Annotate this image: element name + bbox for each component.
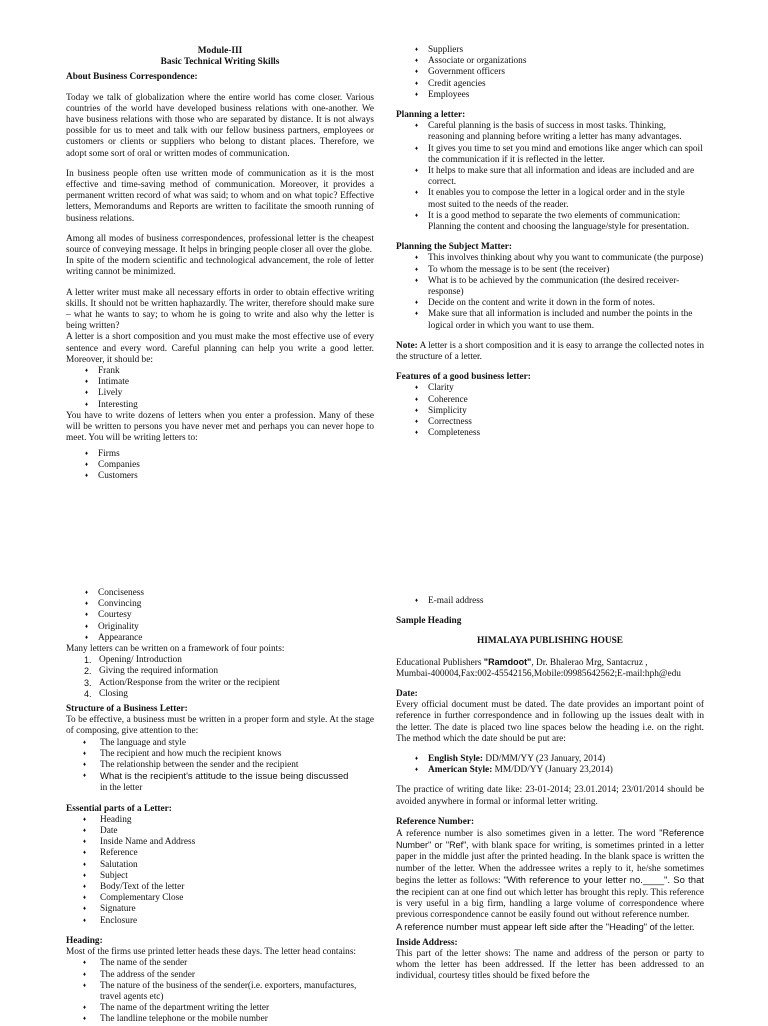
list-item: ♦ Make sure that all information is included and number the points in the logical order in which you want to use them. bbox=[396, 309, 704, 331]
list-item bbox=[66, 666, 374, 677]
item-number: 1. bbox=[84, 655, 92, 666]
publisher-name: HIMALAYA PUBLISHING HOUSE bbox=[476, 636, 624, 647]
list-item: ♦ Subject bbox=[66, 871, 374, 882]
publisher-brand: "Ramdoot" bbox=[483, 656, 532, 667]
item-text: Closing bbox=[99, 688, 128, 699]
list-item: ♦ Interesting bbox=[66, 400, 374, 411]
subject-matter-heading: Planning the Subject Matter: bbox=[396, 242, 512, 253]
item-text: Opening/ Introduction bbox=[99, 655, 182, 666]
item-number: 2. bbox=[84, 666, 92, 677]
list-item: ♦ Simplicity bbox=[396, 406, 704, 417]
reference-heading: Reference Number: bbox=[396, 816, 475, 827]
note-text: A letter is a short composition and it is easy to arrange the collected notes in the structure of a letter. bbox=[396, 340, 704, 363]
list-item: ♦ E-mail address bbox=[396, 596, 704, 607]
style-value: DD/MM/YY (23 January, 2014) bbox=[483, 754, 606, 765]
page1-right-column bbox=[396, 45, 704, 440]
features-list bbox=[396, 383, 704, 439]
note-paragraph bbox=[396, 341, 704, 363]
heading-section-heading: Heading: bbox=[66, 935, 103, 946]
list-item: ♦ Clarity bbox=[396, 383, 704, 394]
reference-rule-text: A reference number must appear left side after the "Heading" of bbox=[396, 921, 658, 932]
page2-right-column bbox=[396, 596, 704, 983]
list-item: ♦ Complementary Close bbox=[66, 893, 374, 904]
list-item: ♦ Suppliers bbox=[396, 45, 704, 56]
item-number: 4. bbox=[84, 688, 92, 699]
reference-quote: "Reference Number" or "Ref" bbox=[396, 828, 704, 851]
date-styles-list bbox=[396, 754, 704, 776]
list-item: ♦ Companies bbox=[66, 460, 374, 471]
list-item: ♦ Courtesy bbox=[66, 610, 374, 621]
list-item bbox=[396, 765, 704, 776]
list-item: ♦ The landline telephone or the mobile number bbox=[66, 1014, 374, 1025]
list-item bbox=[396, 754, 704, 765]
framework-list bbox=[66, 655, 374, 700]
structure-list bbox=[66, 738, 374, 795]
date-practice-paragraph: The practice of writing date like: 23-01-2014; 23.01.2014; 23/01/2014 should be avoided anywhere in formal or informal letter writing. bbox=[396, 785, 704, 807]
list-item bbox=[66, 771, 374, 794]
about-heading: About Business Correspondence: bbox=[66, 72, 198, 83]
inside-address-paragraph: This part of the letter shows: The name and address of the person or party to whom the letter has been addressed. If the letter has been addressed to an individual, courtesy titles should be fixed before the bbox=[396, 949, 704, 982]
list-item: ♦ The recipient and how much the recipient knows bbox=[66, 749, 374, 760]
list-item: ♦ Lively bbox=[66, 388, 374, 399]
subject-matter-list bbox=[396, 253, 704, 331]
list-item: ♦ Signature bbox=[66, 904, 374, 915]
note-label: Note: bbox=[396, 340, 418, 351]
list-item: ♦ The nature of the business of the sender(i.e. exporters, manufactures, travel agents etc) bbox=[66, 981, 374, 1003]
reference-rule-end: the letter. bbox=[657, 922, 695, 933]
list-item: ♦ Convincing bbox=[66, 599, 374, 610]
reference-text: recipient can at one find out which letter has brought this reply. This reference is very useful in a big firm, handling a large volume of correspondence where previous correspondence cannot be easily found out without reference number. bbox=[396, 888, 704, 921]
written-mode-paragraph: In business people often use written mode of communication as it is the most effective and time-saving method of communication. Moreover, it provides a permanent written record of what was said; to whom and on what topic? Effective letters, Memorandums and Reports are written to facilitate the smooth running of business relations. bbox=[66, 168, 374, 224]
reference-phrase: "With reference to your letter no.____". So that the bbox=[396, 874, 704, 899]
style-value: MM/DD/YY (January 23,2014) bbox=[492, 765, 613, 776]
list-item: ♦ The language and style bbox=[66, 738, 374, 749]
list-item: ♦ Inside Name and Address bbox=[66, 837, 374, 848]
list-item: ♦ It gives you time to set you mind and emotions like anger which can spoil the communication if it is reflected in the letter. bbox=[396, 144, 704, 166]
writer-effort-paragraph: A letter writer must make all necessary efforts in order to obtain effective writing skills. It should not be written haphazardly. The writer, therefore should make sure – what he wants to say; to whom he is going to write and also why the letter is being written? bbox=[66, 287, 374, 332]
structure-paragraph: To be effective, a business must be written in a proper form and style. At the stage of composing, give attention to the: bbox=[66, 715, 374, 737]
intro-paragraph: Today we talk of globalization where the entire world has come closer. Various countries of the world have developed business relations with one-another. We have business relations with those who are separated by distance. It is not always possible for us to meet and talk with our fellow business partners, employees or customers or clients or suppliers who belong to distant places. Therefore, we adopt some sort of oral or written modes of communication. bbox=[66, 92, 374, 159]
item-text: What is the recipient's attitude to the issue being discussed bbox=[100, 771, 349, 783]
item-text: Giving the required information bbox=[99, 666, 219, 677]
essential-parts-heading: Essential parts of a Letter: bbox=[66, 803, 172, 814]
list-item: ♦ Decide on the content and write it down in the form of notes. bbox=[396, 298, 704, 309]
list-item: ♦ It enables you to compose the letter in a logical order and in the style most suited to the needs of the reader. bbox=[396, 188, 704, 210]
cheapest-source-paragraph: Among all modes of business correspondences, professional letter is the cheapest source of conveying message. It helps in bringing people closer all over the globe. bbox=[66, 233, 374, 256]
date-paragraph: Every official document must be dated. The date provides an important point of reference in further correspondence and in following up the issues dealt with in the letter. The date is placed two line spaces below the heading i.e. on the right. The method which the date should be put are: bbox=[396, 700, 704, 744]
publisher-text: Educational Publishers bbox=[396, 657, 484, 668]
features-heading: Features of a good business letter: bbox=[396, 372, 531, 383]
reference-rule bbox=[396, 922, 704, 934]
letterhead-list bbox=[66, 958, 374, 1025]
heading-paragraph: Most of the firms use printed letter heads these days. The letter head contains: bbox=[66, 947, 357, 958]
list-item: ♦ Intimate bbox=[66, 377, 374, 388]
list-item: ♦ The relationship between the sender and the recipient bbox=[66, 760, 374, 771]
list-item: ♦ The name of the department writing the letter bbox=[66, 1003, 374, 1014]
module-title: Module-III bbox=[197, 46, 243, 56]
list-item: ♦ It is a good method to separate the two elements of communication: Planning the content and choosing the language/style for presentation. bbox=[396, 211, 704, 233]
reference-text: A reference number is also sometimes given in a letter. The word bbox=[396, 829, 660, 840]
list-item: ♦ Government officers bbox=[396, 67, 704, 78]
list-item: ♦ Heading bbox=[66, 815, 374, 826]
qualities-list bbox=[66, 366, 374, 411]
list-item: ♦ Credit agencies bbox=[396, 79, 704, 90]
recipients-list bbox=[66, 449, 374, 483]
publisher-address bbox=[396, 657, 704, 680]
list-item: ♦ Body/Text of the letter bbox=[66, 882, 374, 893]
modern-advancement-paragraph: In spite of the modern scientific and technological advancement, the role of letter writing cannot be minimized. bbox=[66, 256, 374, 278]
recipients-list-continued bbox=[396, 45, 704, 101]
list-item: ♦ Reference bbox=[66, 848, 374, 859]
inside-address-heading: Inside Address: bbox=[396, 937, 458, 948]
profession-paragraph: You have to write dozens of letters when you enter a profession. Many of these will be written to persons you have never met and perhaps you can never hope to meet. You will be writing letters to: bbox=[66, 410, 374, 444]
list-item: ♦ To whom the message is to be sent (the receiver) bbox=[396, 265, 704, 276]
planning-heading: Planning a letter: bbox=[396, 110, 466, 121]
list-item bbox=[66, 678, 374, 689]
list-item: ♦ Associate or organizations bbox=[396, 56, 704, 67]
item-text-continued: in the letter bbox=[100, 783, 143, 794]
list-item: ♦ Careful planning is the basis of success in most tasks. Thinking, reasoning and planning before writing a letter has many advantages. bbox=[396, 121, 704, 143]
framework-intro: Many letters can be written on a framework of four points: bbox=[66, 644, 285, 655]
list-item: ♦ Correctness bbox=[396, 417, 704, 428]
list-item: ♦ Customers bbox=[66, 471, 374, 482]
reference-text: , with blank space for writing, is sometimes printed in a letter paper in the middle just after the printed heading. In the blank space is written the number of the letter. When the addressee writes a reply to it, he/she sometimes begins the letter as follows: bbox=[396, 841, 704, 886]
publisher-contact: Mumbai-400004,Fax:002-45542156,Mobile:09985642562;E-mail:hph@edu bbox=[396, 668, 681, 679]
structure-heading: Structure of a Business Letter: bbox=[66, 704, 188, 715]
sample-heading-title: Sample Heading bbox=[396, 616, 462, 627]
style-label: English Style: bbox=[428, 754, 484, 765]
list-item bbox=[66, 689, 374, 700]
item-number: 3. bbox=[84, 677, 92, 688]
reference-paragraph bbox=[396, 828, 704, 922]
list-item: ♦ Coherence bbox=[396, 395, 704, 406]
list-item: ♦ This involves thinking about why you want to communicate (the purpose) bbox=[396, 253, 704, 264]
list-item: ♦ Employees bbox=[396, 90, 704, 101]
list-item: ♦ Frank bbox=[66, 366, 374, 377]
list-item: ♦ Conciseness bbox=[66, 588, 374, 599]
list-item: ♦ Date bbox=[66, 826, 374, 837]
item-text: Action/Response from the writer or the recipient bbox=[99, 677, 280, 688]
publisher-text: , Dr. Bhalerao Mrg, Santacruz , bbox=[531, 657, 648, 668]
list-item: ♦ Originality bbox=[66, 622, 374, 633]
list-item: ♦ Salutation bbox=[66, 860, 374, 871]
list-item: ♦ What is to be achieved by the communication (the desired receiver-response) bbox=[396, 276, 704, 298]
list-item: ♦ Appearance bbox=[66, 633, 374, 644]
short-composition-paragraph: A letter is a short composition and you must make the most effective use of every sentence and every word. Careful planning can help you write a good letter. Moreover, it should be: bbox=[66, 332, 374, 365]
style-label: American Style: bbox=[428, 765, 493, 776]
essential-parts-list bbox=[66, 815, 374, 927]
list-item: ♦ Firms bbox=[66, 449, 374, 460]
list-item: ♦ The name of the sender bbox=[66, 958, 374, 969]
page1-left-column bbox=[66, 46, 374, 482]
page2-left-column bbox=[66, 588, 374, 1026]
letterhead-list-continued bbox=[396, 596, 704, 607]
features-list-continued bbox=[66, 588, 374, 644]
list-item bbox=[66, 655, 374, 666]
planning-list bbox=[396, 121, 704, 233]
module-subtitle: Basic Technical Writing Skills bbox=[160, 57, 280, 68]
list-item: ♦ It helps to make sure that all information and ideas are included and are correct. bbox=[396, 166, 704, 188]
list-item: ♦ Completeness bbox=[396, 428, 704, 439]
date-heading: Date: bbox=[396, 689, 418, 700]
list-item: ♦ Enclosure bbox=[66, 916, 374, 927]
list-item: ♦ The address of the sender bbox=[66, 970, 374, 981]
